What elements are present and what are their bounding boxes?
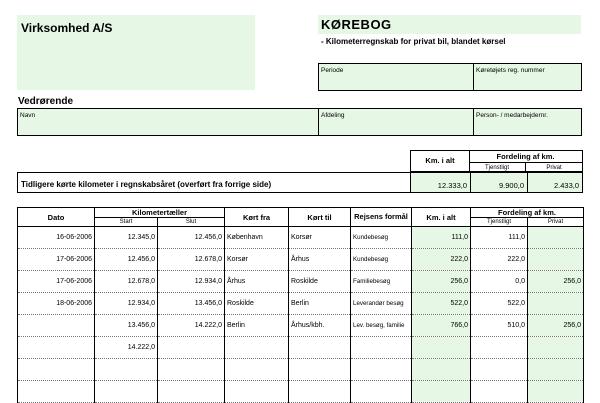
cell-koert-fra[interactable]: København: [225, 227, 289, 249]
cell-privat[interactable]: 256,0: [528, 271, 584, 293]
cell-slut[interactable]: 13.456,0: [158, 293, 225, 315]
summary-km-value-cell[interactable]: [410, 173, 470, 192]
summary-label: Tidligere kørte kilometer i regnskabsåret (overført fra forrige side): [21, 180, 272, 189]
cell-koert-til[interactable]: Roskilde: [289, 271, 351, 293]
cell-koert-fra[interactable]: Berlin: [225, 315, 289, 337]
summary-privat-value: 2.433,0: [553, 181, 579, 190]
cell-koert-til[interactable]: Århus/kbh.: [289, 315, 351, 337]
summary-tjenstligt-header: Tjenstligt: [469, 163, 526, 173]
header-koert-fra: Kørt fra: [225, 208, 289, 227]
cell-formaal[interactable]: [351, 337, 412, 359]
header-kilometertaeller: Kilometertæller: [95, 208, 225, 218]
header-km-i-alt: Km. i alt: [412, 208, 471, 227]
cell-dato[interactable]: [18, 359, 95, 381]
cell-koert-til[interactable]: [289, 359, 351, 381]
summary-km-value: 12.333,0: [437, 181, 467, 190]
cell-dato[interactable]: 17-06-2006: [18, 271, 95, 293]
cell-privat[interactable]: [528, 381, 584, 403]
cell-koert-fra[interactable]: [225, 337, 289, 359]
cell-koert-til[interactable]: [289, 337, 351, 359]
driving-log-table: [17, 207, 584, 403]
cell-start[interactable]: 12.934,0: [95, 293, 158, 315]
table-row: [18, 293, 584, 315]
cell-start[interactable]: 12.456,0: [95, 249, 158, 271]
cell-tjenstligt[interactable]: [471, 381, 528, 403]
summary-km-header: [410, 150, 470, 172]
header-dato: Dato: [18, 208, 95, 227]
cell-km[interactable]: 111,0: [412, 227, 471, 249]
summary-section: [17, 150, 583, 194]
cell-tjenstligt[interactable]: 111,0: [471, 227, 528, 249]
cell-km[interactable]: [412, 337, 471, 359]
cell-dato[interactable]: 17-06-2006: [18, 249, 95, 271]
cell-dato[interactable]: 18-06-2006: [18, 293, 95, 315]
summary-tjenstligt-value-cell[interactable]: [470, 173, 527, 192]
cell-koert-til[interactable]: Århus: [289, 249, 351, 271]
cell-koert-fra[interactable]: Roskilde: [225, 293, 289, 315]
cell-privat[interactable]: [528, 249, 584, 271]
afdeling-field[interactable]: [318, 108, 474, 136]
header-slut: Slut: [158, 218, 225, 227]
table-row: [18, 227, 584, 249]
cell-formaal[interactable]: [351, 359, 412, 381]
cell-tjenstligt[interactable]: [471, 359, 528, 381]
periode-label: Periode: [321, 67, 344, 74]
table-row: [18, 249, 584, 271]
afdeling-label: Afdeling: [321, 112, 345, 119]
navn-label: Navn: [20, 112, 36, 119]
document-subtitle: - Kilometerregnskab for privat bil, blandet kørsel: [321, 37, 506, 46]
cell-koert-fra[interactable]: Korsør: [225, 249, 289, 271]
company-box[interactable]: [17, 15, 255, 90]
cell-dato[interactable]: [18, 337, 95, 359]
cell-slut[interactable]: 12.456,0: [158, 227, 225, 249]
reg-nummer-label: Køretøjets reg. nummer: [476, 67, 545, 74]
summary-tjenstligt-value: 9.900,0: [498, 181, 524, 190]
cell-koert-til[interactable]: Korsør: [289, 227, 351, 249]
cell-slut[interactable]: [158, 359, 225, 381]
cell-privat[interactable]: [528, 337, 584, 359]
cell-dato[interactable]: 16-06-2006: [18, 227, 95, 249]
cell-km[interactable]: 256,0: [412, 271, 471, 293]
cell-formaal[interactable]: Kundebesøg: [351, 227, 412, 249]
periode-field[interactable]: [318, 63, 474, 91]
cell-tjenstligt[interactable]: 522,0: [471, 293, 528, 315]
cell-tjenstligt[interactable]: 510,0: [471, 315, 528, 337]
table-row: [18, 359, 584, 381]
cell-start[interactable]: 12.345,0: [95, 227, 158, 249]
table-row: [18, 381, 584, 403]
cell-start[interactable]: [95, 381, 158, 403]
header-start: Start: [95, 218, 158, 227]
summary-fordeling-text: Fordeling af km.: [469, 151, 582, 163]
header-rejsens-formaal: Rejsens formål: [351, 208, 412, 227]
cell-tjenstligt[interactable]: 0,0: [471, 271, 528, 293]
table-row: [18, 271, 584, 293]
header-koert-til: Kørt til: [289, 208, 351, 227]
cell-start[interactable]: 14.222,0: [95, 337, 158, 359]
cell-formaal[interactable]: Lev. besøg, familie: [351, 315, 412, 337]
cell-start[interactable]: 12.678,0: [95, 271, 158, 293]
cell-formaal[interactable]: [351, 381, 412, 403]
cell-koert-fra[interactable]: [225, 381, 289, 403]
cell-koert-fra[interactable]: [225, 359, 289, 381]
table-row: [18, 337, 584, 359]
cell-start[interactable]: 13.456,0: [95, 315, 158, 337]
cell-privat[interactable]: [528, 227, 584, 249]
cell-km[interactable]: 766,0: [412, 315, 471, 337]
cell-tjenstligt[interactable]: 222,0: [471, 249, 528, 271]
cell-km[interactable]: 522,0: [412, 293, 471, 315]
vedroerende-heading: Vedrørende: [18, 96, 74, 107]
cell-koert-til[interactable]: [289, 381, 351, 403]
cell-start[interactable]: [95, 359, 158, 381]
cell-km[interactable]: [412, 359, 471, 381]
cell-tjenstligt[interactable]: [471, 337, 528, 359]
cell-privat[interactable]: [528, 359, 584, 381]
cell-koert-fra[interactable]: Århus: [225, 271, 289, 293]
cell-dato[interactable]: [18, 381, 95, 403]
summary-privat-header: Privat: [546, 165, 562, 171]
person-nr-field[interactable]: [473, 108, 582, 136]
reg-nummer-field[interactable]: [473, 63, 582, 91]
cell-formaal[interactable]: Leverandør besøg: [351, 293, 412, 315]
company-name: Virksomhed A/S: [21, 21, 113, 35]
cell-slut[interactable]: 12.934,0: [158, 271, 225, 293]
navn-field[interactable]: [17, 108, 319, 136]
cell-slut[interactable]: [158, 337, 225, 359]
cell-koert-til[interactable]: Berlin: [289, 293, 351, 315]
cell-slut[interactable]: 12.678,0: [158, 249, 225, 271]
cell-privat[interactable]: [528, 293, 584, 315]
cell-formaal[interactable]: Familiebesøg: [351, 271, 412, 293]
cell-dato[interactable]: [18, 315, 95, 337]
summary-privat-value-cell[interactable]: [527, 173, 582, 192]
cell-km[interactable]: 222,0: [412, 249, 471, 271]
summary-km-header-text: Km. i alt: [425, 156, 455, 165]
cell-slut[interactable]: [158, 381, 225, 403]
summary-row: [17, 172, 583, 193]
cell-formaal[interactable]: Kundebesøg: [351, 249, 412, 271]
cell-slut[interactable]: 14.222,0: [158, 315, 225, 337]
cell-privat[interactable]: 256,0: [528, 315, 584, 337]
document-title: KØREBOG: [321, 17, 392, 32]
table-row: [18, 315, 584, 337]
header-tjenstligt: Tjenstligt: [471, 218, 528, 227]
cell-km[interactable]: [412, 381, 471, 403]
header-privat: Privat: [528, 218, 584, 227]
person-nr-label: Person- / medarbejdernr.: [476, 112, 548, 119]
header-fordeling: Fordeling af km.: [471, 208, 584, 218]
summary-fordeling-header: [469, 150, 583, 172]
